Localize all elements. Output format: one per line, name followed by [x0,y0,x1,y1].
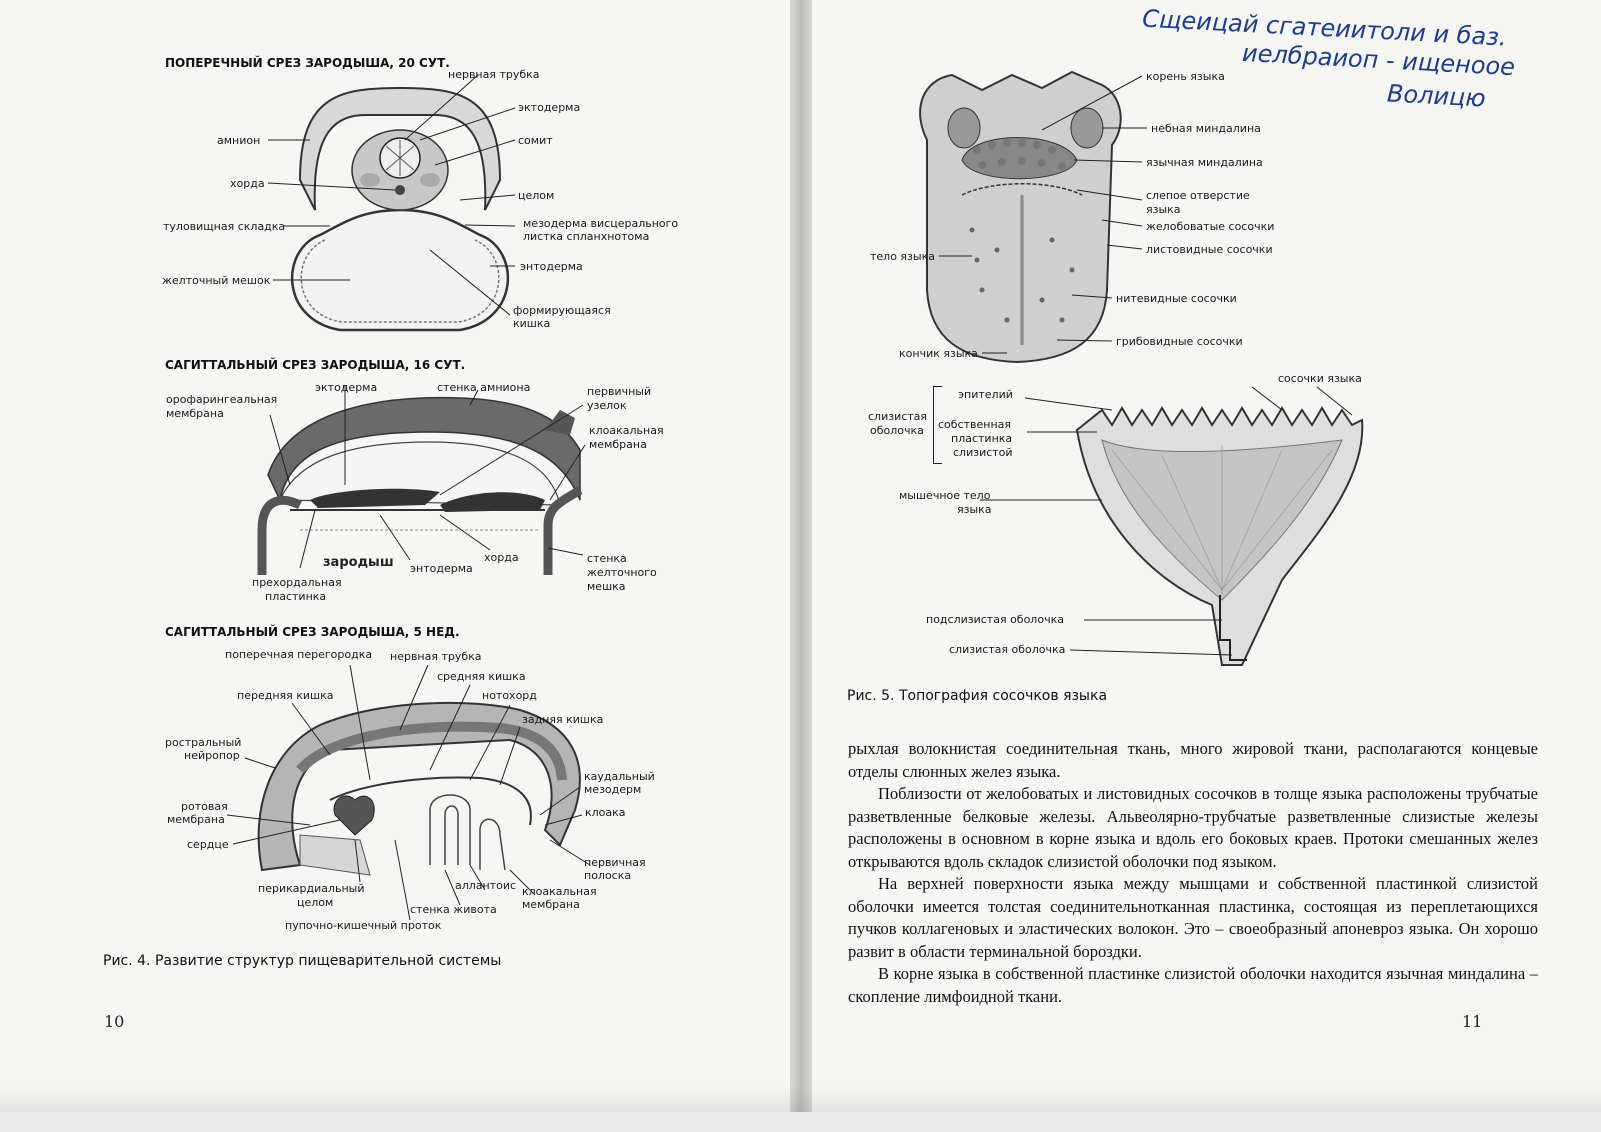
lamina-label-1: собственная [938,418,1012,431]
muscle-body-label-2: языка [957,503,992,516]
s3-pericardial-label-1: перикардиальный [258,882,365,895]
s3-caudal-label-1: каудальный [584,770,655,783]
s3-primitive-streak-label-2: полоска [584,869,632,882]
tongue-tip-label: кончик языка [899,347,978,360]
page-number-right: 11 [1462,1012,1483,1031]
s3-cloaca-label: клоака [585,806,626,819]
s2-amnion-wall-label: стенка амниона [437,381,531,394]
handwriting-line-3: Волицю [1386,79,1487,113]
figure5-caption: Рис. 5. Топография сосочков языка [847,688,1108,704]
s3-caudal-label-2: мезодерм [584,783,642,796]
section2-title: САГИТТАЛЬНЫЙ СРЕЗ ЗАРОДЫША, 16 СУТ. [165,358,466,372]
s3-oral-label-1: ротовая [181,800,228,813]
handwriting-line-2: иелбраиоп - ищеноое [1241,38,1516,82]
fungiform-papillae-label: грибовидные сосочки [1116,335,1243,348]
s3-foregut-label: передняя кишка [237,689,334,702]
s2-entoderm-label: энтодерма [410,562,473,575]
s1-entoderm-label: энтодерма [520,260,583,273]
section3-title: САГИТТАЛЬНЫЙ СРЕЗ ЗАРОДЫША, 5 НЕД. [165,625,460,639]
s3-notochord-label: нотохорд [482,689,537,702]
sagittal-16-diagram [0,360,790,620]
muscle-body-label-1: мышечное тело [899,489,991,502]
s3-cloacal-membrane-label-2: мембрана [522,898,580,911]
foramen-caecum-label-2: языка [1146,203,1181,216]
vallate-papillae-label: желобоватые сосочки [1146,220,1275,233]
s3-heart-label: сердце [187,838,229,851]
page-bottom-shadow [0,1086,1601,1112]
book-gutter [790,0,812,1112]
submucosa-label: подслизистая оболочка [926,613,1064,626]
paragraph-1: рыхлая волокнистая соединительная ткань, много жировой ткани, располагаются концевые отделы слюнных желез языка. [848,739,1538,781]
s3-rostral-label-1: ростральный [165,736,242,749]
foramen-caecum-label-1: слепое отверстие [1146,189,1250,202]
paragraph-3: На верхней поверхности языка между мышцами и собственной пластинкой слизистой оболочки имеется толстая соединительнотканная пластинка, состоящая из переплетающихся пучков коллагеновых и эластических волокон. Это – своеобразный апоневроз языка. Он хорошо развит в области терминальной бороздки. [848,874,1538,961]
s3-midgut-label: средняя кишка [437,670,526,683]
right-page [812,0,1601,1112]
mucosa-label-2: оболочка [870,424,924,437]
s1-neural-tube-label: нервная трубка [448,68,540,81]
palatine-tonsil-label: небная миндалина [1151,122,1261,135]
s2-primary-node-label-2: узелок [587,399,627,412]
filiform-papillae-label: нитевидные сосочки [1116,292,1237,305]
s3-rostral-label-2: нейропор [184,749,240,762]
s1-forming-gut-label-1: формирующаяся [513,304,611,317]
s3-abdominal-wall-label: стенка живота [410,903,497,916]
s3-vitelline-duct-label: пупочно-кишечный проток [285,919,442,932]
lingual-tonsil-label: язычная миндалина [1146,156,1263,169]
body-text [848,738,1538,1008]
paragraph-4: В корне языка в собственной пластинке слизистой оболочки находится язычная миндалина – скопление лимфоидной ткани. [848,964,1538,1006]
s2-embryo-label: зародыш [323,555,394,570]
s3-septum-label: поперечная перегородка [225,648,373,661]
s1-chorda-label: хорда [230,177,265,190]
tongue-root-label: корень языка [1146,70,1225,83]
handwriting-line-1: Сщеицай сгатеиитоли и баз. [1141,4,1508,52]
section1-title: ПОПЕРЕЧНЫЙ СРЕЗ ЗАРОДЫША, 20 СУТ. [165,56,450,70]
s3-neural-tube-label: нервная трубка [390,650,482,663]
s2-ectoderm-label: эктодерма [315,381,378,394]
lamina-label-2: пластинка [951,432,1013,445]
s1-trunk-fold-label: туловищная складка [163,220,286,233]
s2-cloacal-label-1: клоакальная [589,424,664,437]
s3-oral-label-2: мембрана [167,813,225,826]
cross-section-diagram [0,0,790,360]
epithelium-label: эпителий [958,388,1013,401]
s3-hindgut-label: задняя кишка [522,713,604,726]
paragraph-2: Поблизости от желобоватых и листовидных сосочков в толще языка расположены трубчатые разветвленные белковые железы. Альвеолярно-трубчатые разветвленные слизистые железы расположены в основном в корне языка и вдоль его боковых краев. Протоки смешанных желез открываются вдоль складок слизистой оболочки под языком. [848,784,1538,871]
s2-cloacal-label-2: мембрана [589,438,647,451]
s1-ectoderm-label: эктодерма [518,101,581,114]
s2-oropharyngeal-label-2: мембрана [166,407,224,420]
s1-forming-gut-label-2: кишка [513,317,551,330]
s2-oropharyngeal-label-1: орофарингеальная [166,393,278,406]
s2-prechordal-label-2: пластинка [265,590,327,603]
s1-yolk-sac-label: желточный мешок [162,274,271,287]
s3-primitive-streak-label-1: первичная [584,856,646,869]
s1-amnion-label: амнион [217,134,261,147]
s2-chorda-label: хорда [484,551,519,564]
s2-primary-node-label-1: первичный [587,385,652,398]
s3-allantois-label: аллантоис [455,879,517,892]
s2-yolk-wall-label-3: мешка [587,580,626,593]
page-number-left: 10 [104,1012,125,1031]
tongue-body-label: тело языка [870,250,935,263]
sagittal-5wk-diagram [0,640,790,940]
foliate-papillae-label: листовидные сосочки [1146,243,1273,256]
s1-somite-label: сомит [518,134,553,147]
mucosa-bottom-label: слизистая оболочка [949,643,1066,656]
s2-yolk-wall-label-1: стенка [587,552,627,565]
s1-mesoderm-label-2: листка спланхнотома [523,230,650,243]
lamina-label-3: слизистой [953,446,1013,459]
s2-yolk-wall-label-2: желточного [587,566,657,579]
s1-coelom-label: целом [518,189,555,202]
s1-mesoderm-label-1: мезодерма висцерального [523,217,679,230]
left-page [0,0,790,1112]
s3-pericardial-label-2: целом [297,896,334,909]
figure4-caption: Рис. 4. Развитие структур пищеварительной системы [103,953,502,969]
mucosa-label-1: слизистая [868,410,928,423]
s2-prechordal-label-1: прехордальная [252,576,342,589]
papillae-label: сосочки языка [1278,372,1362,385]
s3-cloacal-membrane-label-1: клоакальная [522,885,597,898]
